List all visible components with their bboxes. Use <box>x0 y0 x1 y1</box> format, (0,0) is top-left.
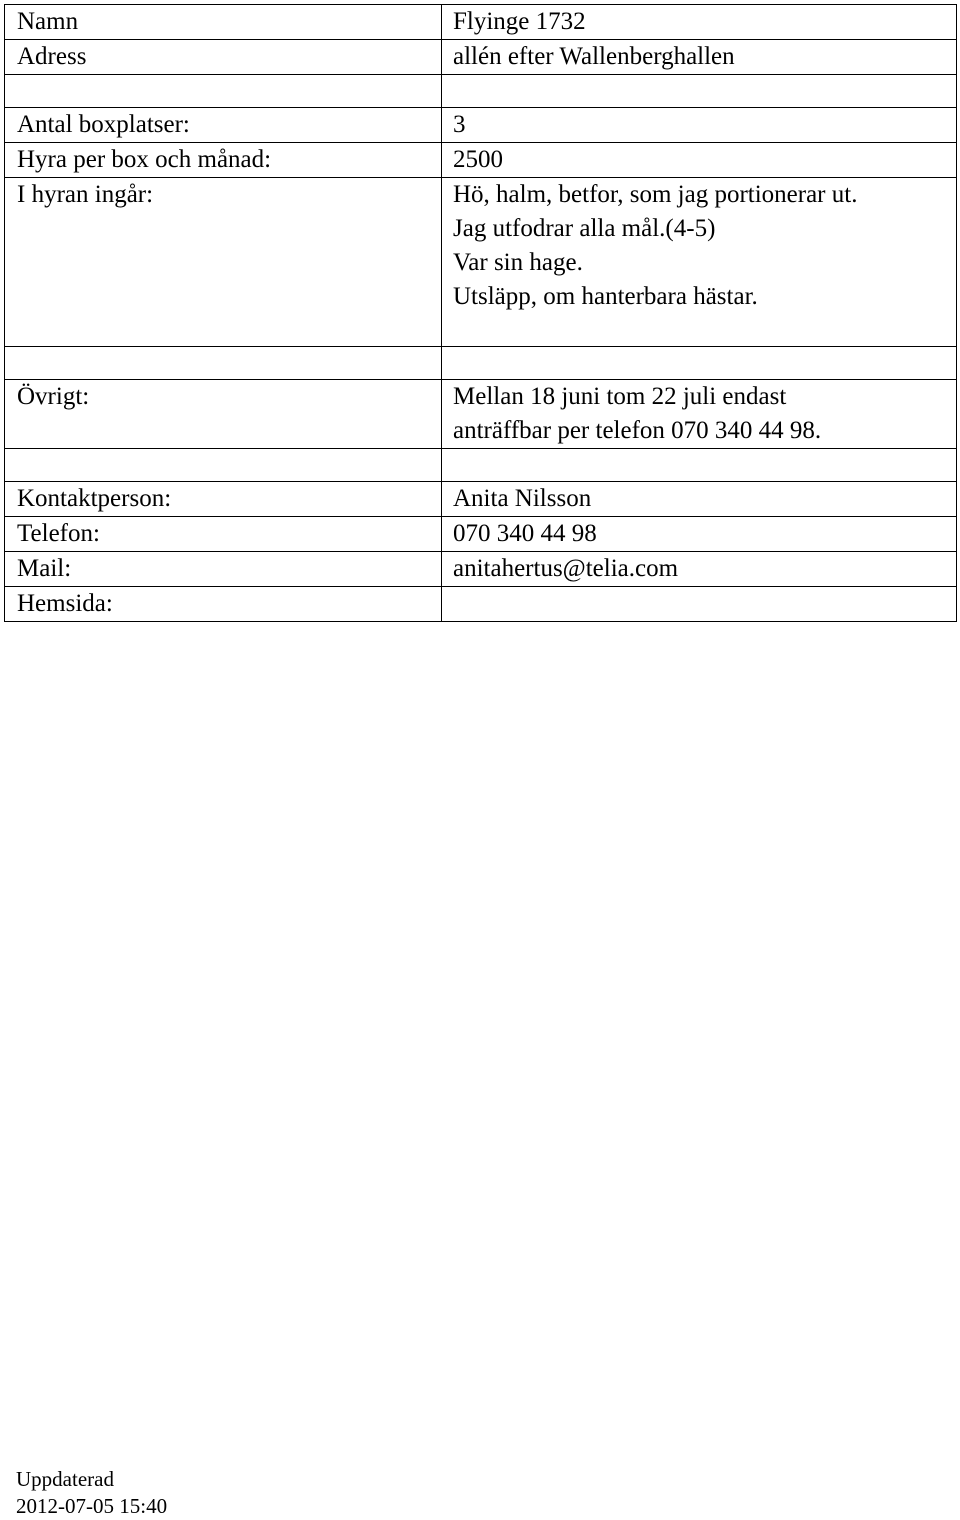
kontakt-label: Kontaktperson: <box>5 482 442 517</box>
mail-label: Mail: <box>5 552 442 587</box>
hyra-label: Hyra per box och månad: <box>5 143 442 178</box>
update-footer <box>16 1466 167 1520</box>
row-ingar <box>5 178 957 347</box>
ingar-line: Hö, halm, betfor, som jag portionerar ut. <box>453 181 858 208</box>
stable-info-table <box>4 4 957 622</box>
row-hyra <box>5 143 957 178</box>
ovrigt-line: Mellan 18 juni tom 22 juli endast <box>453 383 787 410</box>
row-boxplatser <box>5 108 957 143</box>
empty-cell <box>5 449 442 482</box>
adress-value: allén efter Wallenberghallen <box>442 40 957 75</box>
row-kontakt <box>5 482 957 517</box>
spacer-row <box>5 449 957 482</box>
namn-label: Namn <box>5 5 442 40</box>
empty-cell <box>5 347 442 380</box>
ovrigt-label: Övrigt: <box>5 380 442 449</box>
boxplatser-value: 3 <box>442 108 957 143</box>
hemsida-label: Hemsida: <box>5 587 442 622</box>
empty-cell <box>442 449 957 482</box>
empty-cell <box>442 75 957 108</box>
ingar-line: Jag utfodrar alla mål.(4-5) <box>453 215 716 242</box>
row-namn <box>5 5 957 40</box>
ingar-value <box>442 178 957 347</box>
boxplatser-label: Antal boxplatser: <box>5 108 442 143</box>
telefon-value: 070 340 44 98 <box>442 517 957 552</box>
hyra-value: 2500 <box>442 143 957 178</box>
updated-label: Uppdaterad <box>16 1467 114 1491</box>
row-hemsida <box>5 587 957 622</box>
updated-timestamp: 2012-07-05 15:40 <box>16 1494 168 1518</box>
adress-label: Adress <box>5 40 442 75</box>
ingar-line: Utsläpp, om hanterbara hästar. <box>453 283 758 310</box>
telefon-label: Telefon: <box>5 517 442 552</box>
ovrigt-line: anträffbar per telefon 070 340 44 98. <box>453 417 822 444</box>
namn-value: Flyinge 1732 <box>442 5 957 40</box>
row-mail <box>5 552 957 587</box>
row-adress <box>5 40 957 75</box>
spacer-row <box>5 347 957 380</box>
empty-cell <box>5 75 442 108</box>
ingar-label: I hyran ingår: <box>5 178 442 347</box>
row-ovrigt <box>5 380 957 449</box>
row-telefon <box>5 517 957 552</box>
spacer-row <box>5 75 957 108</box>
hemsida-value <box>442 587 957 622</box>
ingar-line: Var sin hage. <box>453 249 583 276</box>
empty-cell <box>442 347 957 380</box>
kontakt-value: Anita Nilsson <box>442 482 957 517</box>
ovrigt-value <box>442 380 957 449</box>
mail-value: anitahertus@telia.com <box>442 552 957 587</box>
